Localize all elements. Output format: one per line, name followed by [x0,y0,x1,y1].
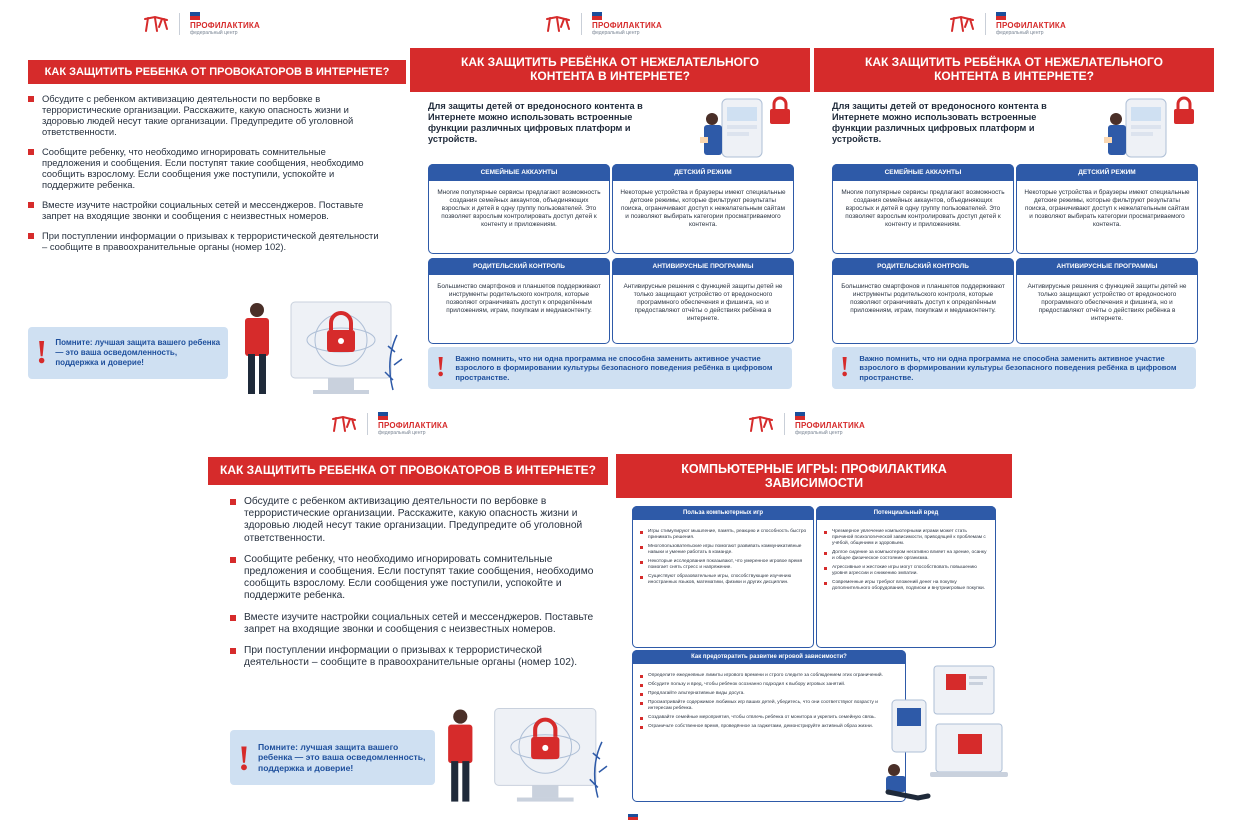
flag-icon [190,12,200,20]
poster-provocateurs-2 [208,408,608,813]
list-item: Сообщите ребенку, что необходимо игнорировать сомнительные предложения и сообщения. Если поступят такие сообщения, необходимо сообщить взрослому. Если сообщения уже поступили, успокойте и поддержите ребенка. [28,146,383,190]
list-item: Игры стимулируют мышление, память, реакцию и способность быстро принимать решения. [640,529,807,541]
list-item: Просматривайте содержимое любимых игр ваших детей, убедитесь, что они соответствуют возрасту и интересам ребёнка. [640,700,897,712]
advice-list [28,93,383,261]
poster-content-1 [410,0,810,400]
exclamation-icon: ! [36,334,48,371]
list-item: Обсудите пользу и вред, чтобы ребёнок осознанно подходил к выбору игровых занятий. [640,682,897,688]
reminder-box [832,347,1196,389]
card-title: АНТИВИРУСНЫЕ ПРОГРАММЫ [612,258,794,275]
reminder-box [428,347,792,389]
card-text: Большинство смартфонов и планшетов поддерживают инструменты родительского контроля, которые позволяют ограничивать доступ к определённым приложениям, играм, покупкам и медиаконтенту. [841,283,1005,314]
brand-logo [143,12,260,36]
security-illustration-icon [436,693,608,811]
card-text: Некоторые устройства и браузеры имеют специальные детские режимы, которые фильтруют результаты поиска, ограничивают доступ к нежелательным сайтам и позволяют выбирать категории просматриваемого контента. [620,189,786,228]
poster-games [616,408,1012,813]
poster-title: КАК ЗАЩИТИТЬ РЕБЁНКА ОТ НЕЖЕЛАТЕЛЬНОГО КОНТЕНТА В ИНТЕРНЕТЕ? [410,48,810,92]
card-title: РОДИТЕЛЬСКИЙ КОНТРОЛЬ [832,258,1014,275]
list-item: Агрессивные и жестокие игры могут способствовать повышению уровня агрессии и снижению эмпатии. [824,565,989,577]
card-title: СЕМЕЙНЫЕ АККАУНТЫ [428,164,610,181]
logo-mark-icon [545,15,571,33]
card-game-benefits [632,506,814,648]
card-text: Многие популярные сервисы предлагают возможность создания семейных аккаунтов, объединяющих взрослых и детей в одну группу пользователей. Это позволяет взрослым контролировать доступ детей к контенту и приложениям. [841,189,1005,228]
prevention-list [640,673,897,733]
list-item: При поступлении информации о призывах к террористической деятельности – сообщите в правоохранительные органы (номер 102). [28,230,383,252]
list-item: Предлагайте альтернативные виды досуга. [640,691,897,697]
card-text: Некоторые устройства и браузеры имеют специальные детские режимы, которые фильтруют результаты поиска, ограничивают доступ к нежелательным сайтам и позволяют выбирать категории просматриваемого контента. [1024,189,1190,228]
reminder-text: Помните: лучшая защита вашего ребенка — это ваша осведомленность, поддержка и доверие! [258,741,426,773]
card-title: АНТИВИРУСНЫЕ ПРОГРАММЫ [1016,258,1198,275]
flag-icon [592,12,602,20]
list-item: Обсудите с ребенком активизацию деятельности по вербовке в террористические организации. Расскажите, какую опасность жизни и здоровью людей несут такие организации. Предупредите об уголовной ответственности. [28,93,383,137]
poster-title: КАК ЗАЩИТИТЬ РЕБЁНКА ОТ НЕЖЕЛАТЕЛЬНОГО КОНТЕНТА В ИНТЕРНЕТЕ? [814,48,1214,92]
card-title: СЕМЕЙНЫЕ АККАУНТЫ [832,164,1014,181]
logo-mark-icon [949,15,975,33]
brand-subtitle: федеральный центр [795,430,843,436]
list-item: Существуют образовательные игры, способствующие изучению иностранных языков, математики, физики и других дисциплин. [640,574,807,586]
exclamation-icon: ! [238,737,250,778]
reminder-text: Важно помнить, что ни одна программа не способна заменить активное участие взрослого в формировании культуры безопасного поведения ребёнка в цифровом пространстве. [859,353,1177,382]
card-family-accounts [428,164,610,254]
poster-provocateurs-1 [28,0,406,400]
card-antivirus [612,258,794,344]
card-title: РОДИТЕЛЬСКИЙ КОНТРОЛЬ [428,258,610,275]
list-item: Современные игры требуют вложений денег на покупку дополнительного оборудования, подписки и внутриигровые покупки. [824,580,989,592]
card-antivirus [1016,258,1198,344]
list-item: При поступлении информации о призывах к террористической деятельности – сообщите в правоохранительные органы (номер 102). [230,645,600,669]
brand-logo [748,412,865,436]
logo-mark-icon [331,415,357,433]
list-item: Определите ежедневные лимиты игрового времени и строго следите за соблюдением этих ограничений. [640,673,897,679]
reminder-box [230,730,435,785]
flag-icon [996,12,1006,20]
reminder-text: Важно помнить, что ни одна программа не способна заменить активное участие взрослого в формировании культуры безопасного поведения ребёнка в цифровом пространстве. [455,353,773,382]
reminder-text: Помните: лучшая защита вашего ребенка — это ваша осведомленность, поддержка и доверие! [55,338,221,367]
card-title: Как предотвратить развитие игровой зависимости? [632,650,906,664]
exclamation-icon: ! [840,352,850,383]
list-item: Сообщите ребенку, что необходимо игнорировать сомнительные предложения и сообщения. Если поступят такие сообщения, необходимо сообщить взрослому. Если сообщения уже поступили, успокойте и поддержите ребенка. [230,554,600,603]
card-parental-control [832,258,1014,344]
card-parental-control [428,258,610,344]
advice-list [230,496,600,678]
card-family-accounts [832,164,1014,254]
list-item: Вместе изучите настройки социальных сетей и мессенджеров. Поставьте запрет на входящие звонки и сообщения с неизвестных номеров. [230,612,600,636]
security-illustration-icon [233,290,403,400]
brand-title: ПРОФИЛАКТИКА [378,421,448,430]
brand-logo [331,412,448,436]
intro-text: Для защиты детей от вредоносного контента в Интернете можно использовать встроенные функции различных цифровых платформ и устройств. [428,101,643,144]
card-kids-mode [612,164,794,254]
brand-subtitle: федеральный центр [378,430,426,436]
list-item: Долгое сидение за компьютером негативно влияет на зрение, осанку и общее физическое состояние организма. [824,550,989,562]
card-title: Потенциальный вред [816,506,996,520]
exclamation-icon: ! [436,352,446,383]
brand-subtitle: федеральный центр [996,30,1044,36]
brand-logo [545,12,662,36]
list-item: Многопользовательские игры помогают развивать коммуникативные навыки и умение работать в команде. [640,544,807,556]
list-item: Вместе изучите настройки социальных сетей и мессенджеров. Поставьте запрет на входящие звонки и сообщения с неизвестных номеров. [28,199,383,221]
card-title: ДЕТСКИЙ РЕЖИМ [1016,164,1198,181]
poster-title: КОМПЬЮТЕРНЫЕ ИГРЫ: ПРОФИЛАКТИКА ЗАВИСИМОСТИ [616,454,1012,498]
brand-subtitle: федеральный центр [190,30,238,36]
benefit-list [640,529,807,589]
flag-icon [378,412,388,420]
list-item: Чрезмерное увлечение компьютерными играми может стать причиной психологической зависимости, приводящей к проблемам с учёбой, общением и здоровьем. [824,529,989,547]
poster-content-2 [814,0,1214,400]
intro-text: Для защиты детей от вредоносного контента в Интернете можно использовать встроенные функции различных цифровых платформ и устройств. [832,101,1047,144]
harm-list [824,529,989,595]
logo-mark-icon [143,15,169,33]
devices-illustration-icon [874,660,1012,810]
brand-title: ПРОФИЛАКТИКА [592,21,662,30]
list-item: Создавайте семейные мероприятия, чтобы отвлечь ребёнка от монитора и укрепить семейную связь. [640,715,897,721]
brand-title: ПРОФИЛАКТИКА [996,21,1066,30]
brand-logo [949,12,1066,36]
brand-title: ПРОФИЛАКТИКА [190,21,260,30]
card-prevention [632,650,906,802]
flag-icon [795,412,805,420]
list-item: Некоторые исследования показывают, что умеренное игровое время помогает снять стресс и напряжение. [640,559,807,571]
list-item: Ограничьте собственное время, проведённое за гаджетами, демонстрируйте активный образ жизни. [640,724,897,730]
reminder-box [28,327,228,379]
card-text: Антивирусные решения с функцией защиты детей не только защищают устройство от вредоносного программного обеспечения и фишинга, но и предоставляют отчёты о действиях ребёнка в интернете. [623,283,783,322]
card-text: Антивирусные решения с функцией защиты детей не только защищают устройство от вредоносного программного обеспечения и фишинга, но и предоставляют отчёты о действиях ребёнка в интернете. [1027,283,1187,322]
card-potential-harm [816,506,996,648]
list-item: Обсудите с ребенком активизацию деятельности по вербовке в террористические организации. Расскажите, какую опасность жизни и здоровью людей несут такие организации. Предупредите об уголовной ответственности. [230,496,600,545]
brand-title: ПРОФИЛАКТИКА [795,421,865,430]
card-title: ДЕТСКИЙ РЕЖИМ [612,164,794,181]
phone-lock-illustration-icon [1086,95,1206,160]
card-kids-mode [1016,164,1198,254]
logo-mark-icon [748,415,774,433]
flag-icon [628,814,638,820]
card-text: Многие популярные сервисы предлагают возможность создания семейных аккаунтов, объединяющих взрослых и детей в одну группу пользователей. Это позволяет взрослым контролировать доступ детей к контенту и приложениям. [437,189,601,228]
brand-subtitle: федеральный центр [592,30,640,36]
poster-title: КАК ЗАЩИТИТЬ РЕБЕНКА ОТ ПРОВОКАТОРОВ В ИНТЕРНЕТЕ? [208,457,608,485]
card-text: Большинство смартфонов и планшетов поддерживают инструменты родительского контроля, которые позволяют ограничивать доступ к определённым приложениям, играм, покупкам и медиаконтенту. [437,283,601,314]
poster-title: КАК ЗАЩИТИТЬ РЕБЕНКА ОТ ПРОВОКАТОРОВ В ИНТЕРНЕТЕ? [28,60,406,84]
card-title: Польза компьютерных игр [632,506,814,520]
phone-lock-illustration-icon [682,95,802,160]
